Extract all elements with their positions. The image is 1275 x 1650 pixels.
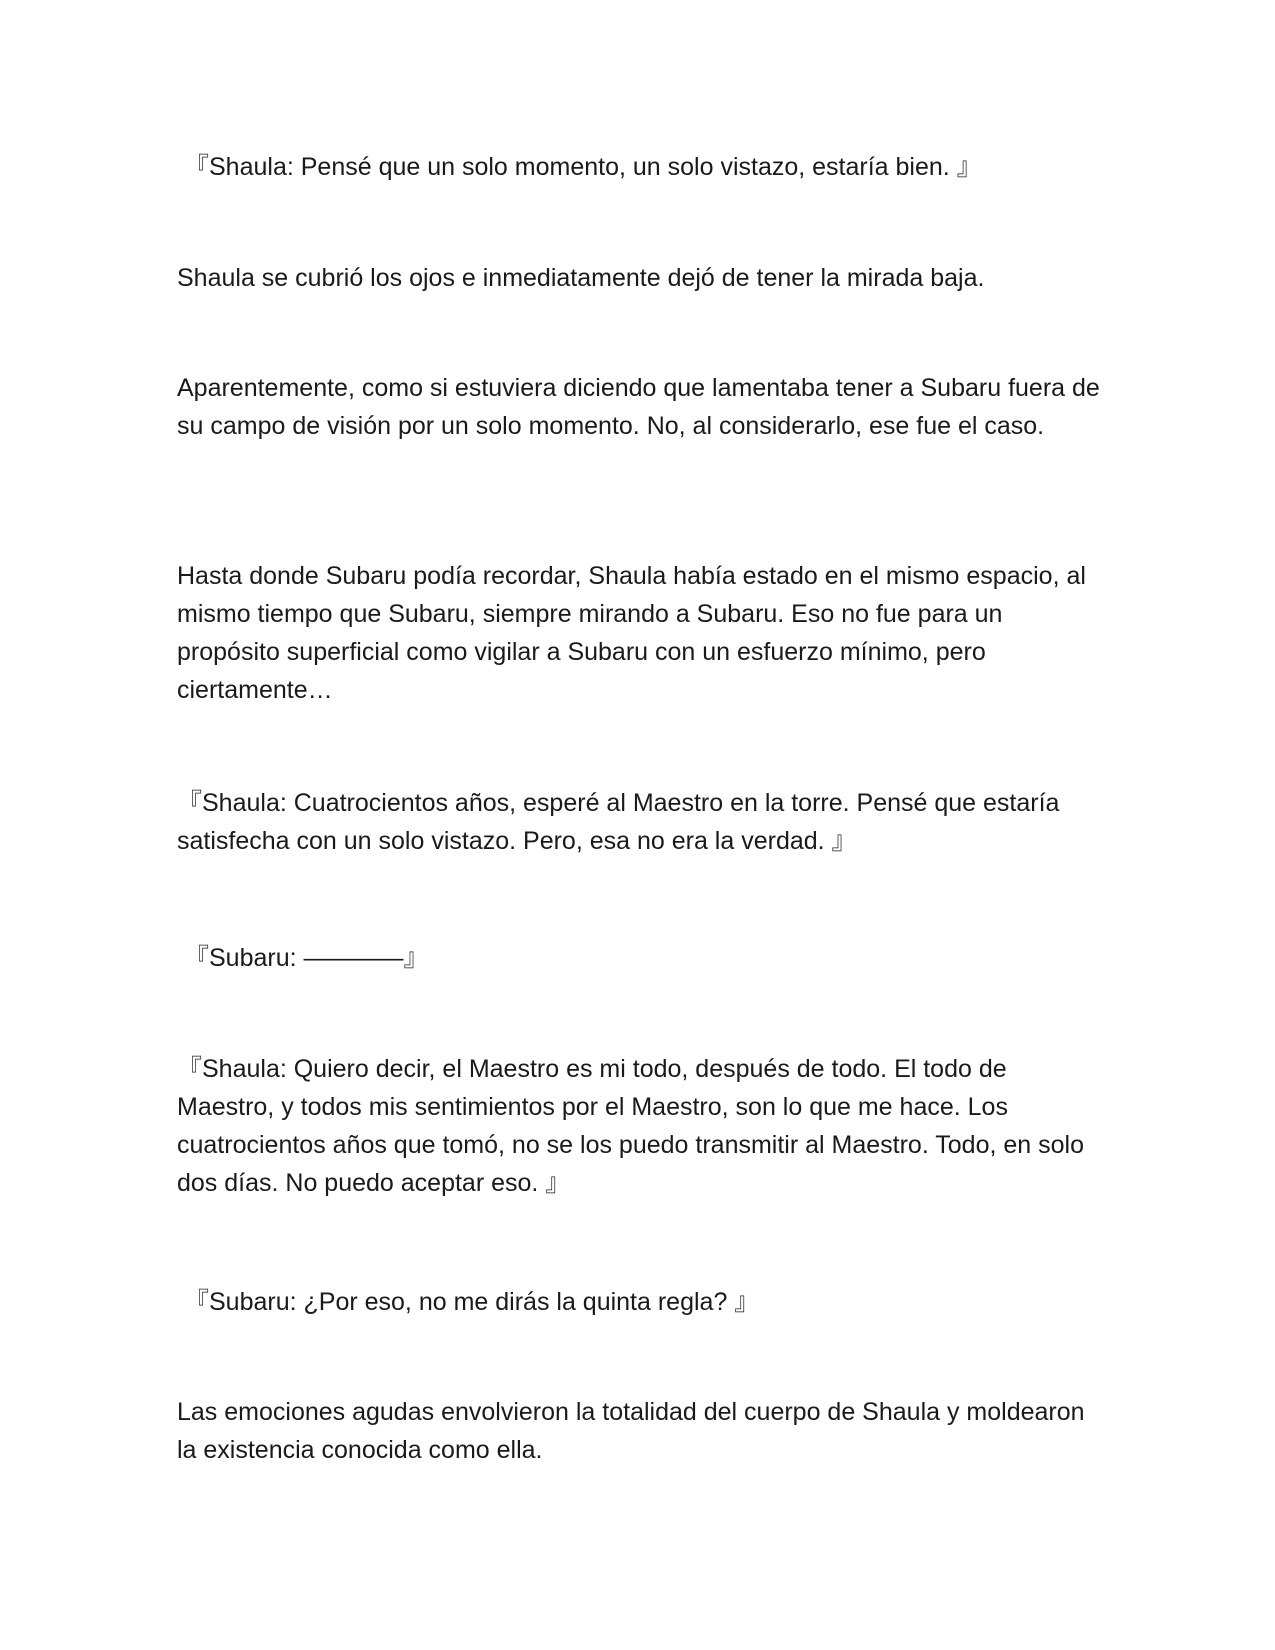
dialogue-line: 『Subaru: ————』 (184, 944, 429, 972)
narration-paragraph: Shaula se cubrió los ojos e inmediatamente dejó de tener la mirada baja. (177, 264, 985, 292)
dialogue-line: 『Shaula: Cuatrocientos años, esperé al Maestro en la torre. Pensé que estaría satisfecha con un solo vistazo. Pero, esa no era la verdad. 』 (177, 789, 1067, 855)
narration-paragraph: Aparentemente, como si estuviera diciendo que lamentaba tener a Subaru fuera de su campo de visión por un solo momento. No, al considerarlo, ese fue el caso. (177, 374, 1107, 440)
dialogue-line: 『Shaula: Quiero decir, el Maestro es mi todo, después de todo. El todo de Maestro, y todos mis sentimientos por el Maestro, son lo que me hace. Los cuatrocientos años que tomó, no se los puedo transmitir al Maestro. Todo, en solo dos días. No puedo aceptar eso. 』 (177, 1055, 1091, 1197)
dialogue-line: 『Subaru: ¿Por eso, no me dirás la quinta regla? 』 (184, 1288, 760, 1316)
narration-paragraph: Hasta donde Subaru podía recordar, Shaula había estado en el mismo espacio, al mismo tiempo que Subaru, siempre mirando a Subaru. Eso no fue para un propósito superficial como vigilar a Subaru con un esfuerzo mínimo, pero ciertamente… (177, 562, 1093, 704)
dialogue-line: 『Shaula: Pensé que un solo momento, un solo vistazo, estaría bien. 』 (184, 153, 982, 181)
narration-paragraph: Las emociones agudas envolvieron la totalidad del cuerpo de Shaula y moldearon la existencia conocida como ella. (177, 1398, 1092, 1464)
